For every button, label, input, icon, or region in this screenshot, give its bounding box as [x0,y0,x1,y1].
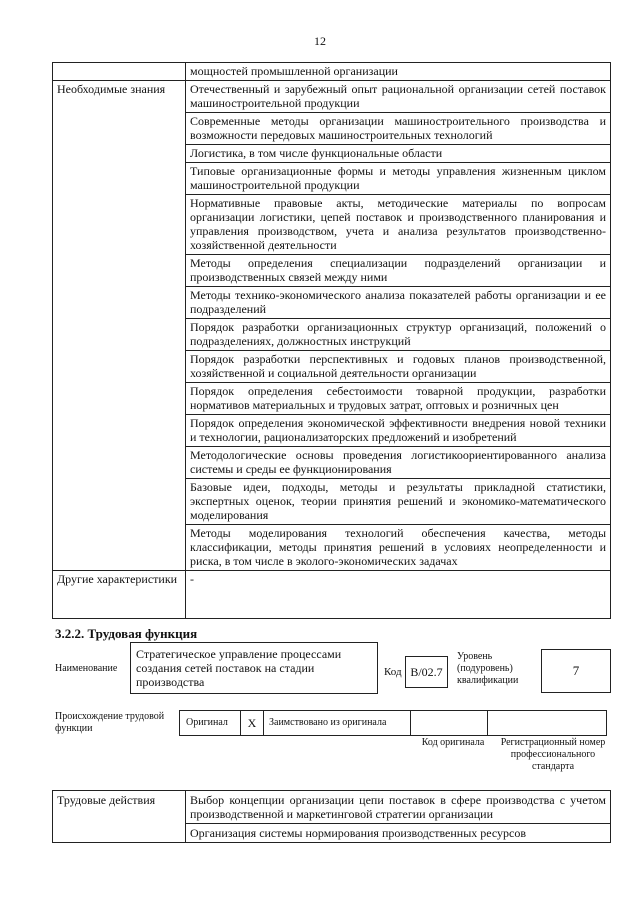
function-name: Стратегическое управление процессами создания сетей поставок на стадии производства [130,642,378,694]
actions-table [52,790,611,843]
knowledge-item: Порядок определения себестоимости товарной продукции, разработки нормативов материальных и трудовых затрат, оптовых и розничных цен [186,383,611,415]
origin-option: Оригинал [179,710,241,736]
origin-label: Происхождение трудовой функции [55,711,165,734]
original-code-caption: Код оригинала [421,737,485,748]
actions-label: Трудовые действия [53,791,186,843]
label-cell-empty [53,63,186,81]
action-item: Организация системы нормирования производственных ресурсов [186,824,611,843]
original-code-cell [410,710,488,736]
knowledge-item: Порядок определения экономической эффективности внедрения новой техники и технологии, рационализаторских предложений и изобретений [186,415,611,447]
page-number: 12 [314,34,326,48]
table-row [53,791,611,824]
code-value: B/02.7 [405,656,448,688]
other-value: - [186,571,611,619]
knowledge-item: Методы определения специализации подразделений организации и производственных связей между ними [186,255,611,287]
action-item: Выбор концепции организации цепи поставок в сфере производства с учетом производственной и маркетинговой стратегии организации [186,791,611,824]
reg-number-caption: Регистрационный номер профессионального стандарта [500,737,606,772]
section-title: 3.2.2. Трудовая функция [55,626,198,641]
knowledge-item: Методологические основы проведения логистикоориентированного анализа системы и среды ее функционирования [186,447,611,479]
knowledge-item: Базовые идеи, подходы, методы и результаты прикладной статистики, экспертных оценок, теории принятия решений и экономико-математического моделирования [186,479,611,525]
knowledge-item: Нормативные правовые акты, методические материалы по вопросам организации логистики, цепей поставок и производственного планирования и управления производством, учета и анализа результатов производственно-хозяйственной деятельности [186,195,611,255]
table-row [53,81,611,113]
other-label: Другие характеристики [53,571,186,619]
code-label: Код [384,666,402,678]
knowledge-label: Необходимые знания [53,81,186,571]
continuation-text: мощностей промышленной организации [186,63,611,81]
knowledge-item: Типовые организационные формы и методы управления жизненным циклом машиностроительной продукции [186,163,611,195]
name-label: Наименование [55,663,118,674]
level-label: Уровень (подуровень) квалификации [457,651,519,686]
table-row [53,571,611,619]
table-row [53,63,611,81]
knowledge-item: Отечественный и зарубежный опыт рациональной организации сетей поставок машиностроительной продукции [186,81,611,113]
knowledge-item: Логистика, в том числе функциональные области [186,145,611,163]
knowledge-item: Методы моделирования технологий обеспечения качества, методы классификации, методы принятия решений в условиях неопределенности и риска, в том числе в эколого-экономических задачах [186,525,611,571]
knowledge-table [52,62,611,619]
knowledge-item: Порядок разработки организационных структур организаций, положений о подразделениях, должностных инструкций [186,319,611,351]
origin-mark: X [240,710,264,736]
origin-row [180,710,611,736]
reg-number-cell [487,710,607,736]
knowledge-item: Современные методы организации машиностроительного производства и возможности передовых машиностроительных технологий [186,113,611,145]
borrowed-label: Заимствовано из оригинала [263,710,411,736]
knowledge-item: Методы технико-экономического анализа показателей работы организации и ее подразделений [186,287,611,319]
knowledge-item: Порядок разработки перспективных и годовых планов производственной, хозяйственной и социальной деятельности организации [186,351,611,383]
level-value: 7 [541,649,611,693]
